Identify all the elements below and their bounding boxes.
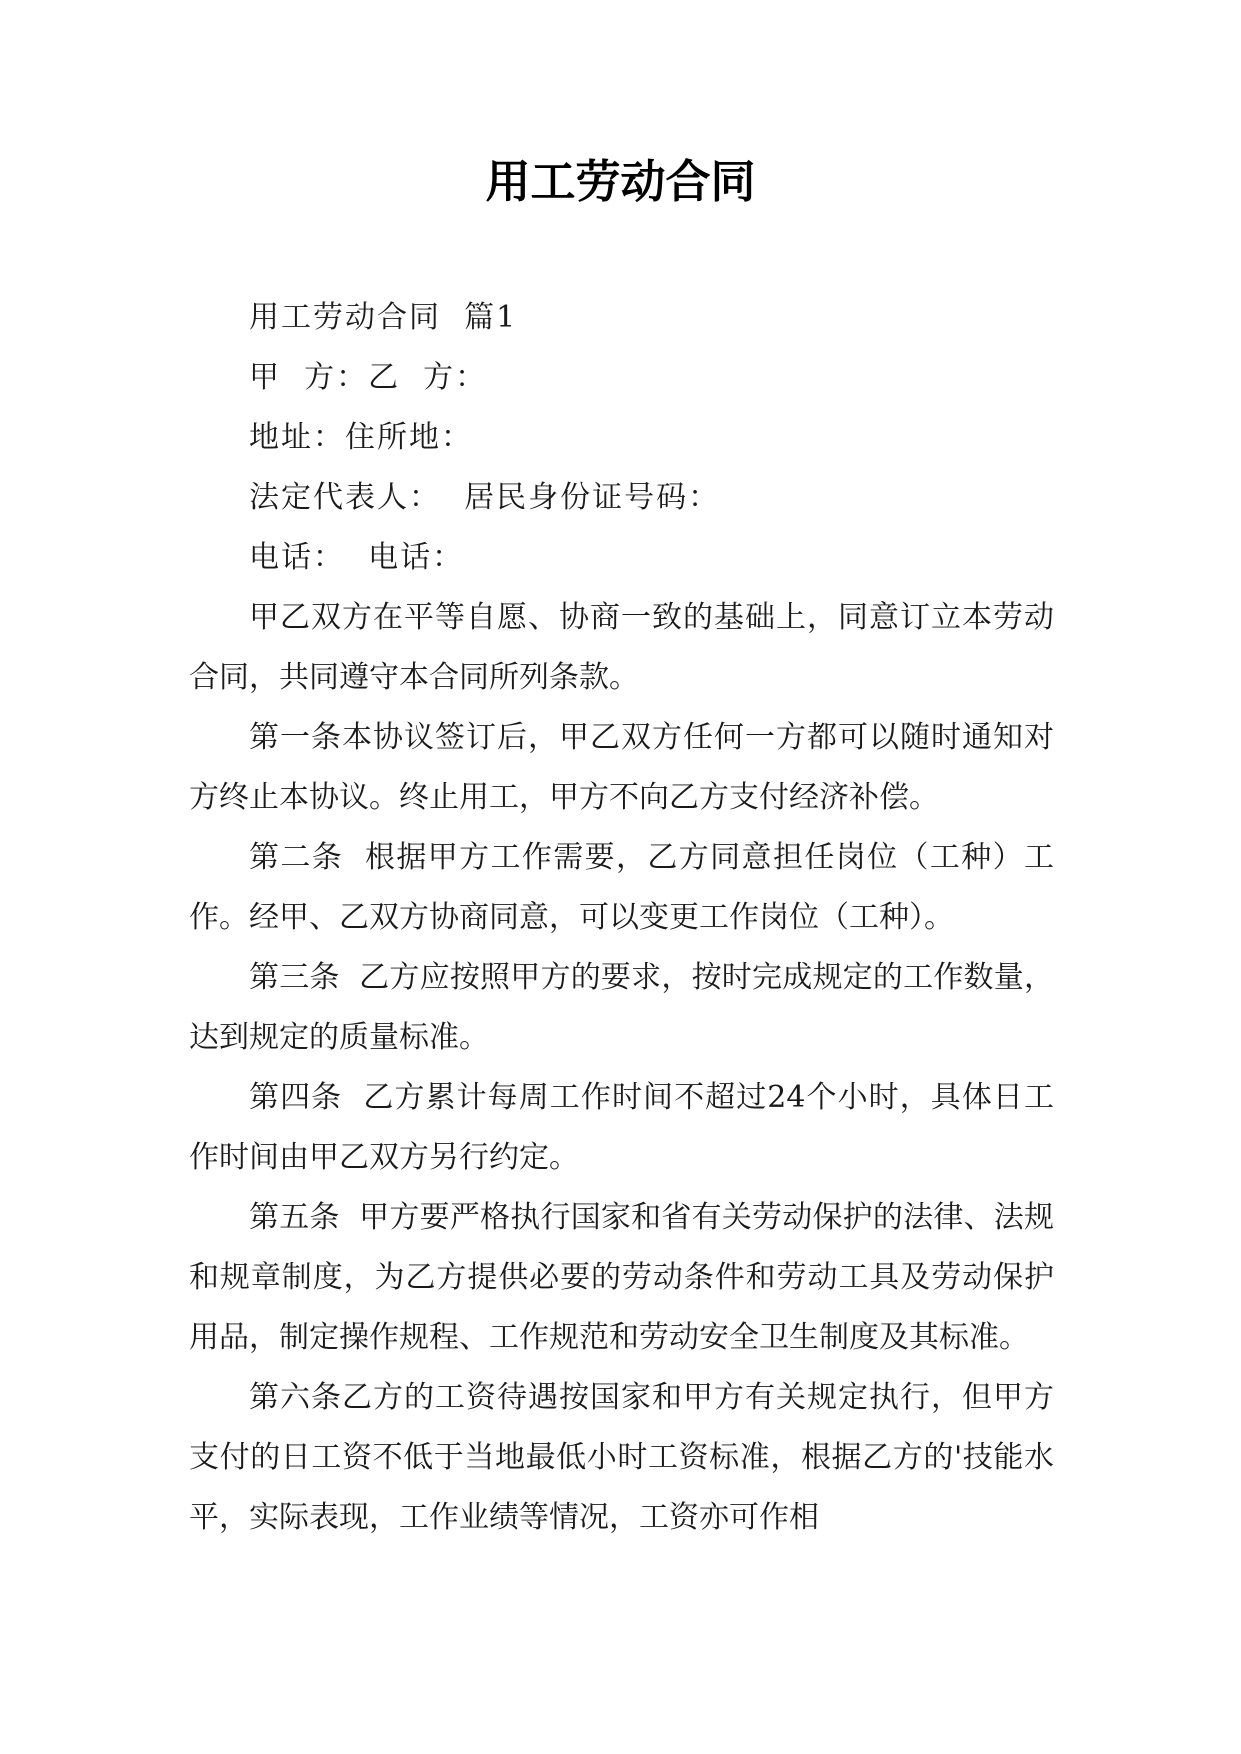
document-body — [189, 288, 1054, 1548]
section-heading: 用工劳动合同 篇1 — [249, 300, 518, 335]
document-title: 用工劳动合同 — [485, 155, 756, 208]
address-line: 地址：住所地： — [249, 420, 473, 455]
article-6: 第六条乙方的工资待遇按国家和甲方有关规定执行，但甲方支付的日工资不低于当地最低小时工资标准，根据乙方的'技能水平，实际表现，工作业绩等情况，工资亦可作相 — [189, 1380, 1054, 1535]
representative-line: 法定代表人： 居民身份证号码： — [249, 480, 721, 515]
article-2: 第二条 根据甲方工作需要，乙方同意担任岗位（工种）工作。经甲、乙双方协商同意，可以变更工作岗位（工种）。 — [189, 840, 1054, 935]
article-3: 第三条 乙方应按照甲方的要求，按时完成规定的工作数量，达到规定的质量标准。 — [189, 960, 1054, 1055]
article-5: 第五条 甲方要严格执行国家和省有关劳动保护的法律、法规和规章制度，为乙方提供必要的劳动条件和劳动工具及劳动保护用品，制定操作规程、工作规范和劳动安全卫生制度及其标准。 — [189, 1200, 1054, 1355]
article-4: 第四条 乙方累计每周工作时间不超过24个小时，具体日工作时间由甲乙双方另行约定。 — [189, 1080, 1054, 1175]
party-line: 甲 方：乙 方： — [249, 360, 488, 395]
article-1: 第一条本协议签订后，甲乙双方任何一方都可以随时通知对方终止本协议。终止用工，甲方不向乙方支付经济补偿。 — [189, 720, 1054, 815]
phone-line: 电话： 电话： — [249, 540, 465, 575]
intro-paragraph: 甲乙双方在平等自愿、协商一致的基础上，同意订立本劳动合同，共同遵守本合同所列条款。 — [189, 600, 1054, 695]
